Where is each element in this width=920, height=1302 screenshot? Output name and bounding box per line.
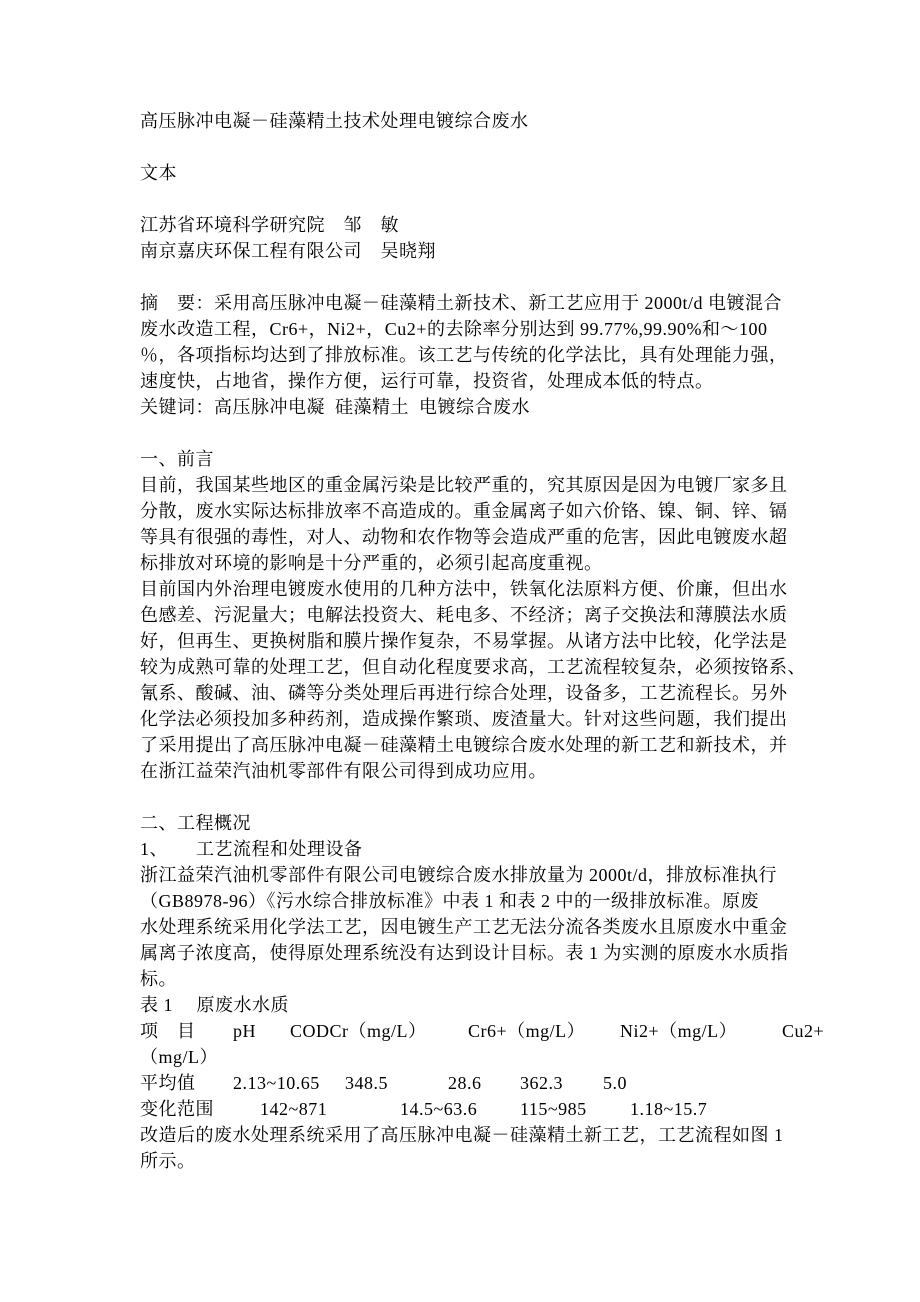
section-heading: 一、前言 [140, 449, 214, 469]
table-row-label: 变化范围 [140, 1099, 214, 1119]
paragraph-line: 属离子浓度高，使得原处理系统没有达到设计目标。表 1 为实测的原废水水质指 [140, 943, 789, 963]
table-cell: 362.3 [520, 1073, 563, 1093]
table-cell: 14.5~63.6 [400, 1099, 478, 1119]
paragraph-line: 了采用提出了高压脉冲电凝－硅藻精土电镀综合废水处理的新工艺和新技术，并 [140, 735, 788, 755]
table-cell: 5.0 [603, 1073, 627, 1093]
paragraph-line: 在浙江益荣汽油机零部件有限公司得到成功应用。 [140, 761, 547, 781]
table-header-wrap-line: （mg/L） [140, 1047, 218, 1067]
blank-line [140, 420, 800, 446]
table-row-label: 平均值 [140, 1073, 196, 1093]
abstract-line: 摘 要：采用高压脉冲电凝－硅藻精土新技术、新工艺应用于 2000t/d 电镀混合 [140, 293, 782, 313]
table-row-average [140, 1070, 800, 1096]
table-row-range [140, 1096, 800, 1122]
table-cell: 348.5 [345, 1073, 388, 1093]
paragraph-line: （GB8978-96）《污水综合排放标准》中表 1 和表 2 中的一级排放标准。原废 [140, 891, 759, 911]
paragraph-line: 氰系、酸碱、油、磷等分类处理后再进行综合处理，设备多，工艺流程长。另外 [140, 683, 788, 703]
paragraph-line: 目前，我国某些地区的重金属污染是比较严重的，究其原因是因为电镀厂家多且 [140, 475, 788, 495]
paragraph-line: 化学法必须投加多种药剂，造成操作繁琐、废渣量大。针对这些问题，我们提出 [140, 709, 788, 729]
affiliation-line: 江苏省环境科学研究院 邹 敏 [140, 215, 399, 235]
table-cell: 115~985 [520, 1099, 587, 1119]
table-cell: 1.18~15.7 [630, 1099, 708, 1119]
table-header-cell: 项 目 [140, 1021, 196, 1041]
table-header-row [140, 1018, 825, 1044]
raw-wastewater-table [140, 992, 825, 1122]
table-caption: 表 1 原废水水质 [140, 995, 289, 1015]
table-header-cell: Cr6+（mg/L） [468, 1021, 586, 1041]
paragraph-line: 改造后的废水处理系统采用了高压脉冲电凝－硅藻精土新工艺，工艺流程如图 1 [140, 1125, 784, 1145]
doc-type-label: 文本 [140, 163, 177, 183]
table-header-cell: CODCr（mg/L） [290, 1021, 427, 1041]
table-header-cell: Ni2+（mg/L） [620, 1021, 738, 1041]
paragraph-line: 浙江益荣汽油机零部件有限公司电镀综合废水排放量为 2000t/d，排放标准执行 [140, 865, 777, 885]
paragraph-line: 所示。 [140, 1151, 196, 1171]
blank-line [140, 134, 800, 160]
paragraph-line: 等具有很强的毒性，对人、动物和农作物等会造成严重的危害，因此电镀废水超 [140, 527, 788, 547]
keywords-line: 关键词：高压脉冲电凝 硅藻精土 电镀综合废水 [140, 397, 530, 417]
paragraph-line: 分散，废水实际达标排放率不高造成的。重金属离子如六价铬、镍、铜、锌、镉 [140, 501, 788, 521]
paragraph-line: 标。 [140, 969, 177, 989]
paragraph-line: 目前国内外治理电镀废水使用的几种方法中，铁氧化法原料方便、价廉，但出水 [140, 579, 788, 599]
abstract-line: 废水改造工程，Cr6+，Ni2+，Cu2+的去除率分别达到 99.77%,99.90%和～100 [140, 319, 768, 339]
paragraph-line: 较为成熟可靠的处理工艺，但自动化程度要求高，工艺流程较复杂，必须按铬系、 [140, 657, 806, 677]
paragraph-line: 色感差、污泥量大；电解法投资大、耗电多、不经济；离子交换法和薄膜法水质 [140, 605, 788, 625]
abstract-line: 速度快，占地省，操作方便，运行可靠，投资省，处理成本低的特点。 [140, 371, 714, 391]
affiliation-block [140, 212, 800, 264]
section-heading: 二、工程概况 [140, 813, 251, 833]
abstract-block [140, 290, 800, 420]
blank-line [140, 186, 800, 212]
paragraph-line: 水处理系统采用化学法工艺，因电镀生产工艺无法分流各类废水且原废水中重金 [140, 917, 788, 937]
section-project-overview [140, 810, 825, 1174]
table-cell: 2.13~10.65 [233, 1073, 320, 1093]
affiliation-line: 南京嘉庆环保工程有限公司 吴晓翔 [140, 241, 436, 261]
blank-line [140, 784, 800, 810]
document-title: 高压脉冲电凝－硅藻精土技术处理电镀综合废水 [140, 111, 529, 131]
table-header-cell: Cu2+ [782, 1021, 825, 1041]
table-header-cell: pH [233, 1021, 256, 1041]
paragraph-line: 好，但再生、更换树脂和膜片操作复杂，不易掌握。从诸方法中比较，化学法是 [140, 631, 788, 651]
table-cell: 28.6 [448, 1073, 482, 1093]
blank-line [140, 264, 800, 290]
abstract-line: ％，各项指标均达到了排放标准。该工艺与传统的化学法比，具有处理能力强， [140, 345, 788, 365]
subsection-heading: 1、 工艺流程和处理设备 [140, 839, 363, 859]
document-content [140, 108, 825, 1174]
paragraph-line: 标排放对环境的影响是十分严重的，必须引起高度重视。 [140, 553, 603, 573]
section-foreword [140, 446, 806, 784]
table-cell: 142~871 [260, 1099, 328, 1119]
